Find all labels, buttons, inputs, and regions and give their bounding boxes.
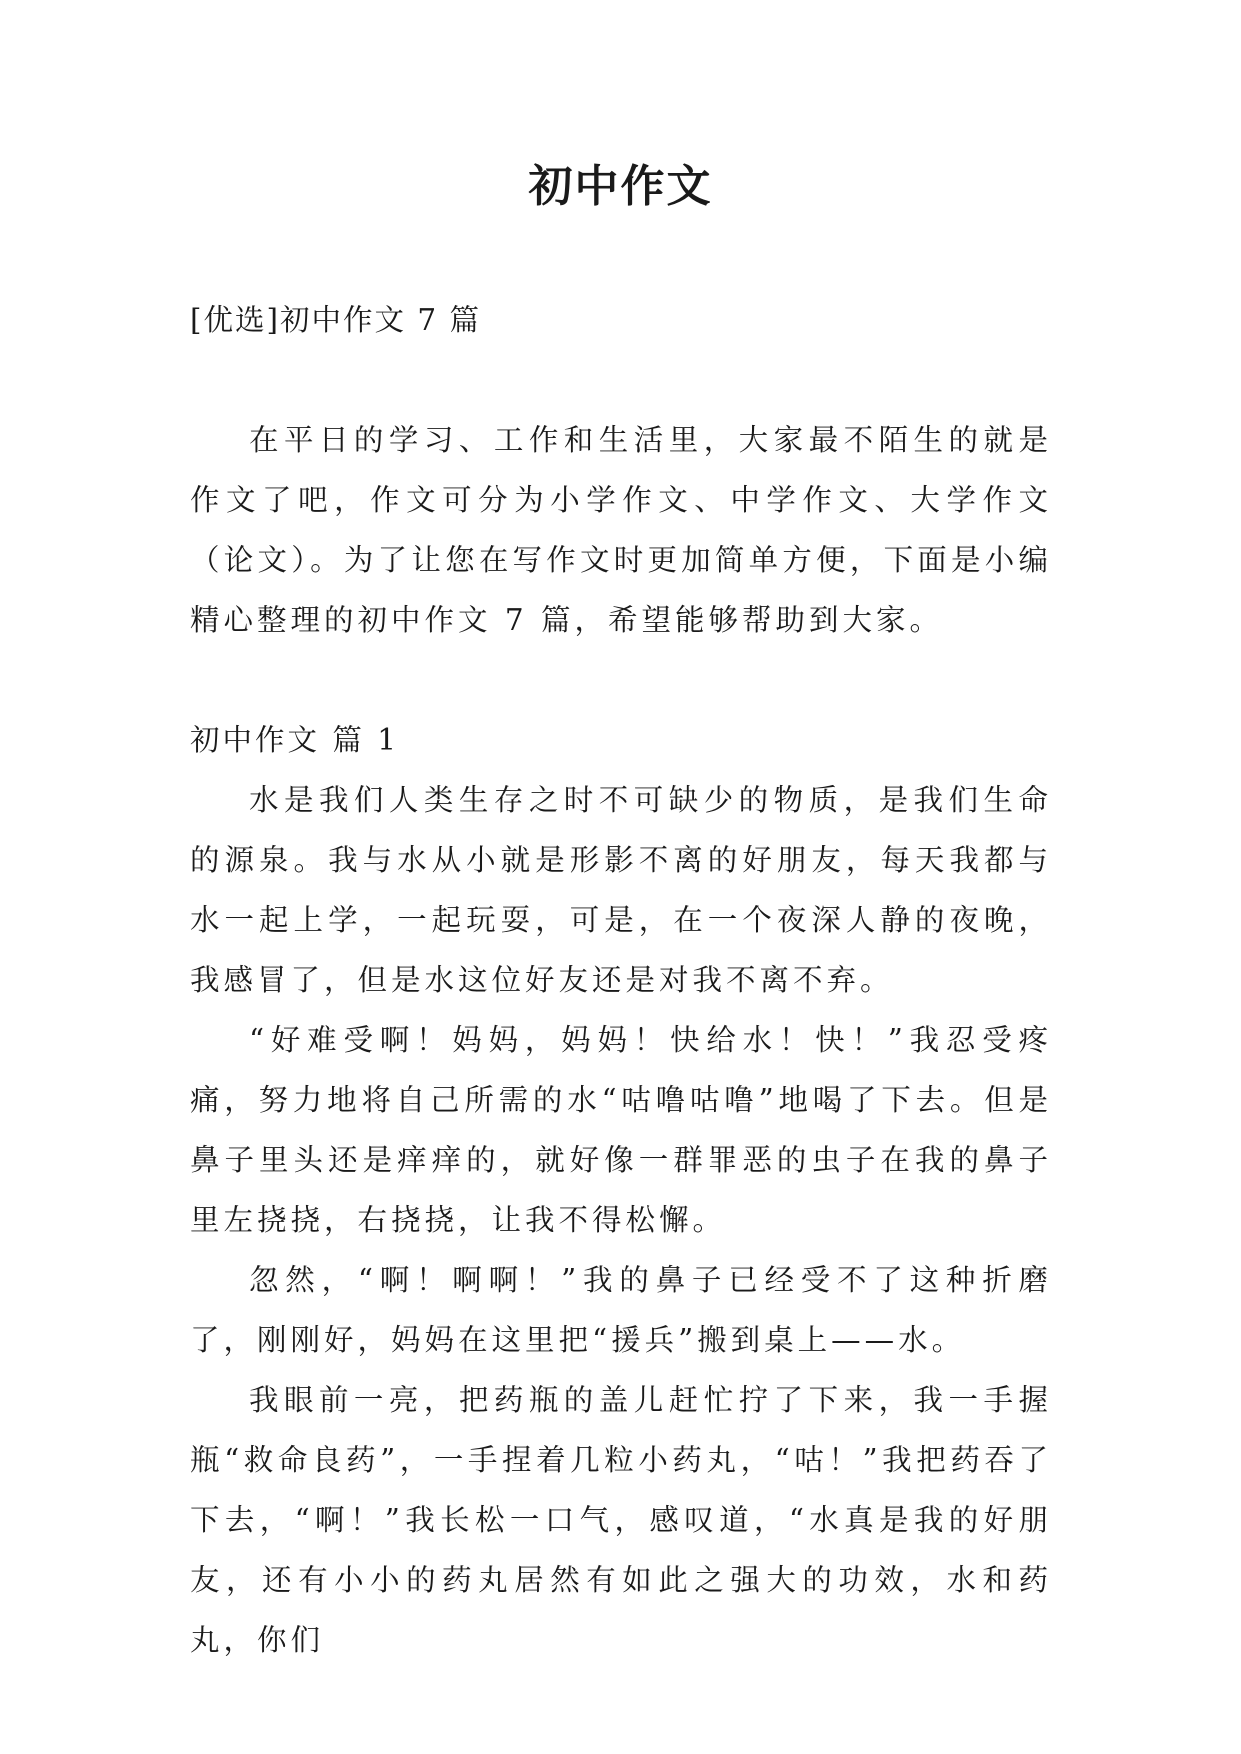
intro-paragraph: 在平日的学习、工作和生活里，大家最不陌生的就是作文了吧，作文可分为小学作文、中学作文、大学作文（论文）。为了让您在写作文时更加简单方便，下面是小编精心整理的初中作文 7 篇，希望能够帮助到大家。 bbox=[190, 423, 1052, 637]
body-paragraph: “好难受啊！妈妈，妈妈！快给水！快！”我忍受疼痛，努力地将自己所需的水“咕噜咕噜”地喝了下去。但是鼻子里头还是痒痒的，就好像一群罪恶的虫子在我的鼻子里左挠挠，右挠挠，让我不得松懈。 bbox=[190, 1023, 1052, 1237]
section-heading: 初中作文 篇 1 bbox=[190, 723, 400, 757]
body-paragraph: 忽然，“啊！啊啊！”我的鼻子已经受不了这种折磨了，刚刚好，妈妈在这里把“援兵”搬到桌上——水。 bbox=[190, 1263, 1052, 1357]
document-subtitle: [优选]初中作文 7 篇 bbox=[190, 303, 482, 337]
body-paragraph: 水是我们人类生存之时不可缺少的物质，是我们生命的源泉。我与水从小就是形影不离的好朋友，每天我都与水一起上学，一起玩耍，可是，在一个夜深人静的夜晚，我感冒了，但是水这位好友还是对我不离不弃。 bbox=[190, 783, 1052, 997]
document-body bbox=[190, 290, 1052, 1670]
document-title: 初中作文 bbox=[528, 161, 713, 212]
body-paragraph: 我眼前一亮，把药瓶的盖儿赶忙拧了下来，我一手握瓶“救命良药”，一手捏着几粒小药丸，“咕！”我把药吞了下去，“啊！”我长松一口气，感叹道，“水真是我的好朋友，还有小小的药丸居然有如此之强大的功效，水和药丸，你们 bbox=[190, 1383, 1052, 1657]
